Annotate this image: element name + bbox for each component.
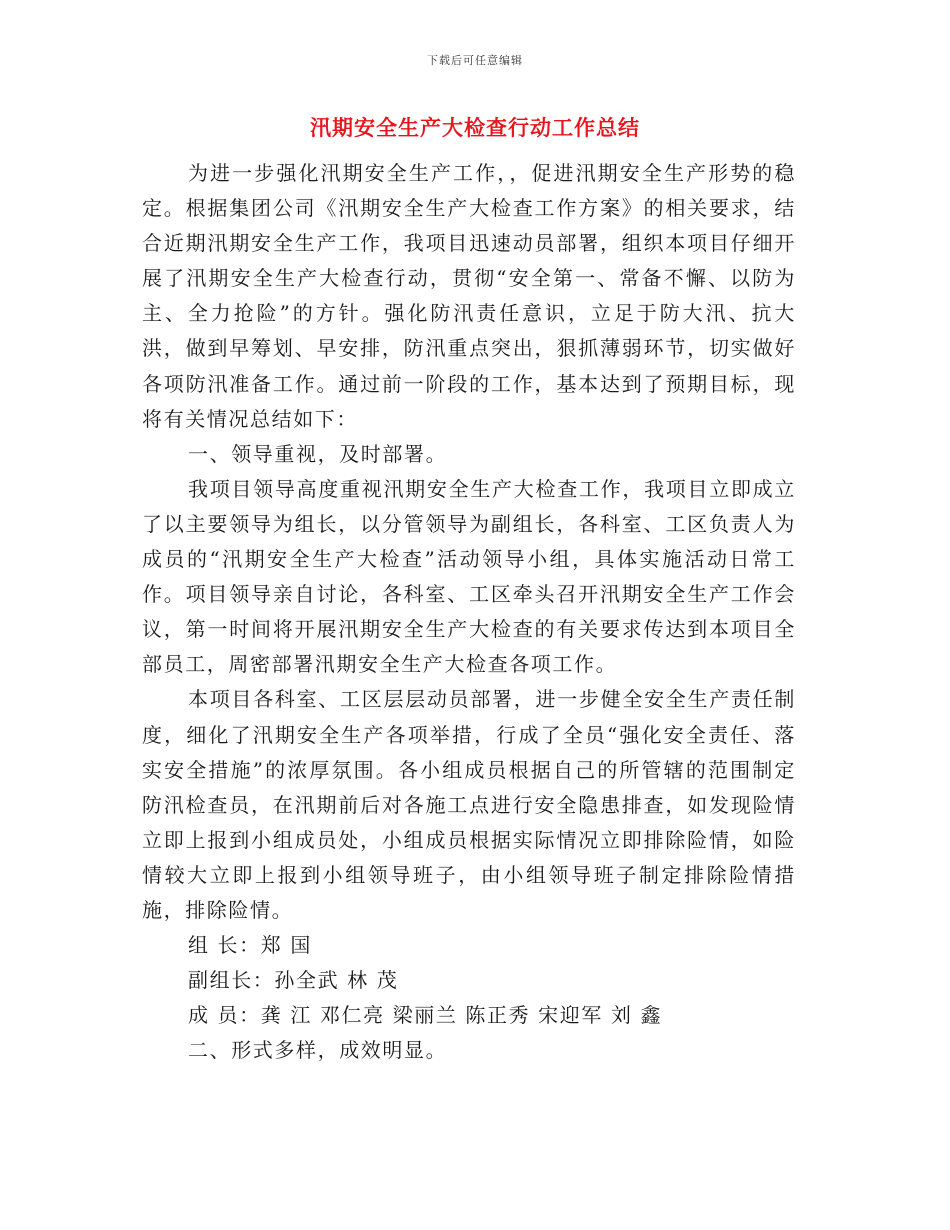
document-body: [142, 156, 796, 1068]
page-header-note: 下载后可任意编辑: [427, 54, 523, 67]
intro-paragraph: 为进一步强化汛期安全生产工作，，促进汛期安全生产形势的稳定。根据集团公司《汛期安全生产大检查工作方案》的相关要求，结合近期汛期安全生产工作，我项目迅速动员部署，组织本项目仔细开展了汛期安全生产大检查行动，贯彻“安全第一、常备不懈、以防为主、全力抢险”的方针。强化防汛责任意识，立足于防大汛、抗大洪，做到早筹划、早安排，防汛重点突出，狠抓薄弱环节，切实做好各项防汛准备工作。通过前一阶段的工作，基本达到了预期目标，现将有关情况总结如下：: [142, 161, 796, 431]
section-heading-1: 一、领导重视，及时部署。: [188, 441, 448, 466]
leadership-paragraph: 我项目领导高度重视汛期安全生产大检查工作，我项目立即成立了以主要领导为组长，以分管领导为副组长，各科室、工区负责人为成员的“汛期安全生产大检查”活动领导小组，具体实施活动日常工作。项目领导亲自讨论，各科室、工区牵头召开汛期安全生产工作会议，第一时间将开展汛期安全生产大检查的有关要求传达到本项目全部员工，周密部署汛期安全生产大检查各项工作。: [142, 476, 796, 677]
deployment-paragraph: 本项目各科室、工区层层动员部署，进一步健全安全生产责任制度，细化了汛期安全生产各项举措，行成了全员“强化安全责任、落实安全措施”的浓厚氛围。各小组成员根据自己的所管辖的范围制定防汛检查员，在汛期前后对各施工点进行安全隐患排查，如发现险情立即上报到小组成员处，小组成员根据实际情况立即排除险情，如险情较大立即上报到小组领导班子，由小组领导班子制定排除险情措施，排除险情。: [142, 687, 796, 922]
document-title: 汛期安全生产大检查行动工作总结: [310, 115, 640, 140]
deputy-leader-line: 副组长：孙全武 林 茂: [188, 968, 399, 993]
team-leader-line: 组 长：郑 国: [188, 933, 312, 958]
section-heading-2: 二、形式多样，成效明显。: [188, 1038, 448, 1063]
members-line: 成 员：龚 江 邓仁亮 梁丽兰 陈正秀 宋迎军 刘 鑫: [188, 1003, 663, 1028]
